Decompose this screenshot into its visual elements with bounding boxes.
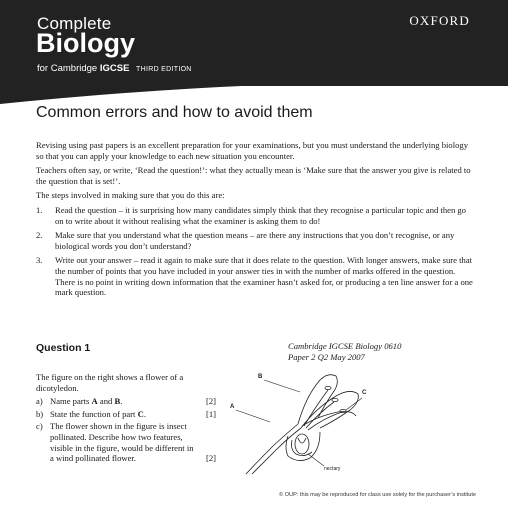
- question-ref-line: Paper 2 Q2 May 2007: [288, 351, 365, 362]
- intro-paragraph: Teachers often say, or write, ‘Read the question!’: what they actually mean is ‘Make sure that the answer you give is related to the question that is set!’.: [36, 165, 471, 186]
- part-letter: a): [36, 396, 43, 407]
- section-title: Common errors and how to avoid them: [36, 104, 313, 121]
- copyright-footer: © OUP: this may be reproduced for class use solely for the purchaser’s institute: [279, 492, 476, 498]
- step-number: 1.: [36, 204, 43, 215]
- brand-sub-prefix: for Cambridge: [37, 63, 98, 74]
- brand-sub-igcse: IGCSE: [99, 63, 130, 74]
- brand-complete: Complete: [37, 14, 112, 33]
- question-ref-line: Cambridge IGCSE Biology 0610: [288, 341, 402, 351]
- question-heading: Question 1: [36, 342, 91, 354]
- figure-label-c: C: [362, 390, 367, 396]
- brand-edition: THIRD EDITION: [136, 66, 192, 73]
- steps-list: [36, 205, 476, 298]
- step-text: Read the question – it is surprising how many candidates simply think that they recognise a particular topic and then go on to write about it without realising what the examiner is asking them to do!: [55, 204, 466, 226]
- part-bold: A: [91, 396, 98, 407]
- figure-label-b: B: [258, 374, 263, 380]
- part-marks: [2]: [205, 453, 216, 464]
- question-parts: [36, 396, 216, 464]
- part-text: Name parts: [50, 396, 92, 407]
- question-reference: [288, 341, 478, 362]
- figure-label-a: A: [230, 404, 235, 410]
- step-number: 3.: [36, 255, 43, 266]
- flower-diagram: [228, 366, 368, 476]
- part-bold: B: [114, 396, 121, 407]
- part-text: .: [120, 396, 123, 407]
- question-body: [36, 372, 216, 466]
- part-text: The flower shown in the figure is insect pollinated. Describe how two features, visible in the figure, would be different in a wind pollinated flower.: [50, 421, 194, 464]
- list-item: [36, 230, 476, 251]
- list-item: [36, 205, 476, 226]
- part-text: .: [143, 408, 146, 419]
- part-marks: [2]: [205, 396, 216, 407]
- step-text: Write out your answer – read it again to make sure that it does relate to the question. With longer answers, make sure that the number of points that you have included in your answer ties in with the number of marks offered in the question. There is no point in writing down information that the examiner hasn’t asked for, or producing a ten line answer for a one mark question.: [55, 255, 473, 298]
- part-letter: b): [36, 408, 44, 419]
- brand-title: Biology: [36, 28, 135, 58]
- part-marks: [1]: [205, 408, 216, 419]
- part-text: State the function of part: [50, 408, 138, 419]
- brand-subtitle: [37, 63, 192, 74]
- intro-paragraph: The steps involved in making sure that you do this are:: [36, 190, 225, 201]
- list-item: [36, 255, 476, 297]
- part-text: and: [97, 396, 115, 407]
- question-stem: The figure on the right shows a flower of a dicotyledon.: [36, 372, 184, 393]
- figure-label-nectary: nectary: [324, 466, 341, 472]
- intro-paragraph: Revising using past papers is an excellent preparation for your examinations, but you must understand the underlying biology so that you can apply your knowledge to each new situation you encounter.: [36, 140, 468, 161]
- publisher-logo: OXFORD: [409, 13, 470, 28]
- flower-figure: [228, 366, 368, 476]
- part-bold: C: [137, 408, 144, 419]
- list-item: [36, 409, 216, 420]
- part-letter: c): [36, 421, 43, 432]
- intro-body: [36, 140, 476, 302]
- step-text: Make sure that you understand what the question means – are there any instructions that you don’t recognise, or any biological words you don’t understand?: [55, 230, 455, 251]
- list-item: [36, 396, 216, 407]
- list-item: [36, 421, 216, 463]
- step-number: 2.: [36, 230, 43, 241]
